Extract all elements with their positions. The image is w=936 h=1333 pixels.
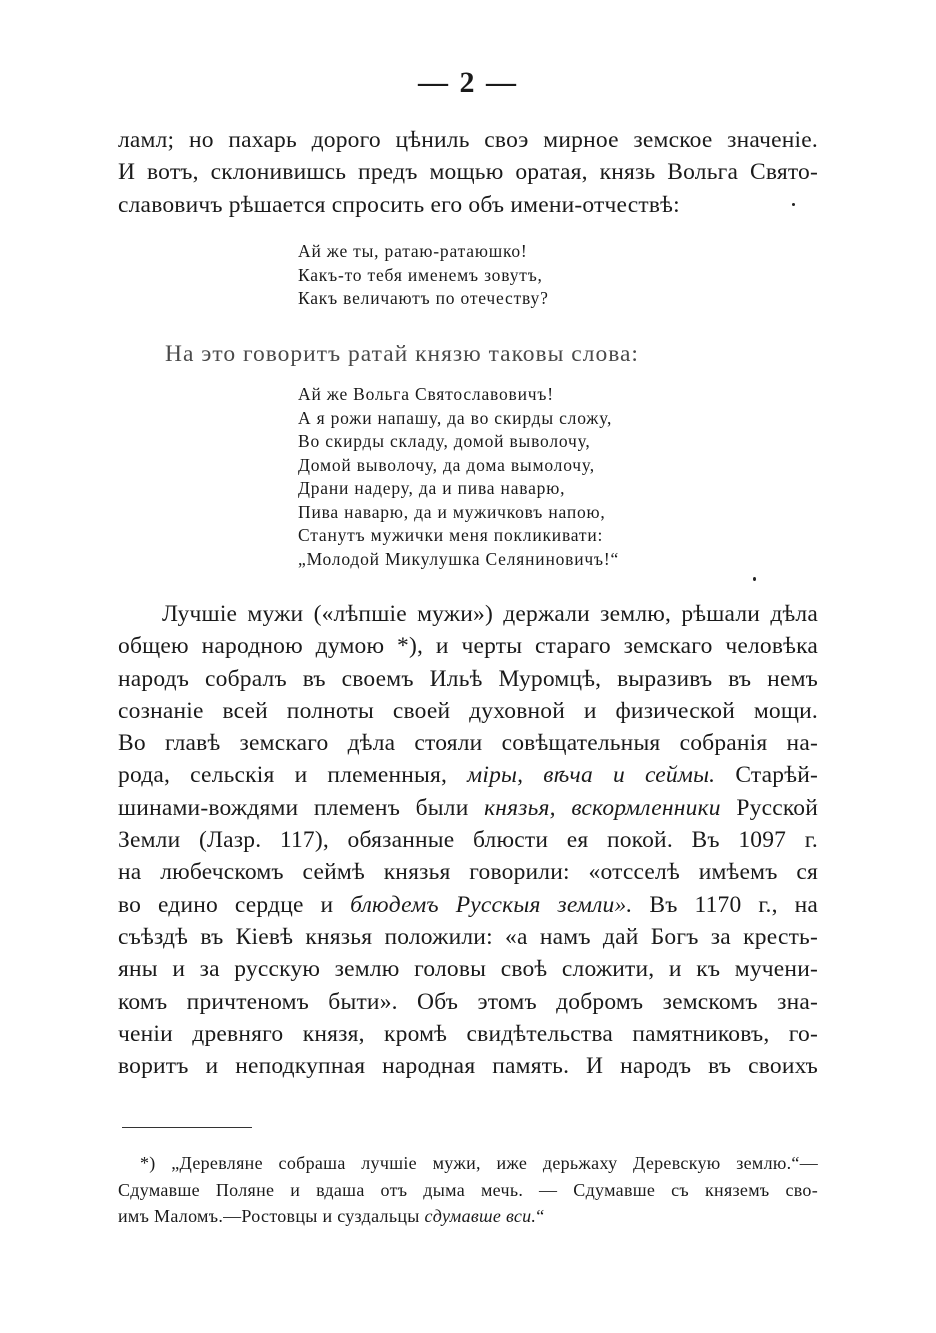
text-line: Во главѣ земскаго дѣла стояли совѣщательныя собранія на- [118,730,818,757]
text-line: ламл; но пахарь дорого цѣниль своэ мирное земское значеніе. [118,127,818,153]
text-line [118,792,818,824]
verse-line: Драни надеру, да и пива наварю, [298,478,566,498]
verse-line: Станутъ мужички меня покликивати: [298,525,604,545]
verse-2 [298,383,619,571]
verse-line: Ай же ты, ратаю-ратаюшко! [298,241,528,261]
italic-run: блюдемъ Русскыя земли». [350,891,633,918]
text-line: комъ причтеномъ быти». Объ этомъ добромъ земскомъ зна- [118,988,818,1015]
verse-line: Какъ-то тебя именемъ зовутъ, [298,264,543,285]
footnote-line: Сдумавше Поляне и вдаша отъ дыма мечь. — Сдумавше съ княземъ сво- [118,1179,818,1200]
verse-line: „Молодой Микулушка Селяниновичъ!“ [298,548,620,569]
text-line: народъ собралъ въ своемъ Ильѣ Муромцѣ, выразивъ въ немъ [118,665,818,692]
text-line: общею народною думою *), и черты стараго земскаго человѣка [118,633,818,660]
page-number: — 2 — [418,66,518,99]
verse-line: Пива наварю, да и мужичковъ напою, [298,501,606,522]
text-line: Лучшіе мужи («лѣпшіе мужи») держали землю, рѣшали дѣла [162,601,818,627]
verse-line: Домой выволочу, да дома вымолочу, [298,454,595,475]
verse-line: Во скирды складу, домой выволочу, [298,431,591,451]
text-line [118,889,818,921]
text-run: Старѣй- [735,762,818,789]
verse-line: А я рожи напашу, да во скирды сложу, [298,407,613,428]
verse-line: Какъ величаютъ по отечеству? [298,288,549,308]
text-line: ченіи древняго князя, кромѣ свидѣтельства памятниковъ, го- [118,1020,818,1047]
text-line: съѣздѣ въ Кіевѣ князья положили: «а намъ дай Богъ за кресть- [118,923,818,950]
text-line: славовичъ рѣшается спросить его объ имени-отчествѣ: [118,191,680,218]
text-run: рода, сельскія и племенныя, [118,762,448,789]
text-line: Земли (Лазр. 117), обязанные блюсти ея покой. Въ 1097 г. [118,827,818,854]
text-line [118,759,818,791]
text-run: Русской [736,794,818,821]
text-line: на любечскомъ сеймѣ князья говорили: «отсселѣ имѣемъ ся [118,859,818,886]
paragraph-1 [118,124,818,221]
verse-line: Ай же Вольга Святославовичъ! [298,384,554,404]
text-line: яны и за русскую землю головы своѣ сложити, и къ мучени- [118,956,818,983]
text-line: И вотъ, склонивишсь предъ мощью оратая, князь Вольга Свято- [118,159,818,186]
text-run: Въ 1170 г., на [649,891,818,918]
footnote [118,1150,818,1230]
print-speck [792,203,795,206]
text-run: во едино сердце и [118,891,334,918]
italic-run: міры, вѣча и сеймы. [467,762,716,789]
verse-intro: На это говоритъ ратай князю таковы слова: [165,341,639,367]
print-speck [753,577,756,581]
paragraph-2 [118,598,818,1082]
footnote-line: *) „Деревляне собраша лучшіе мужи, иже дерьжаху Деревскую землю.“— [140,1153,818,1173]
text-run: имъ Маломъ.—Ростовцы и суздальцы [118,1206,420,1226]
text-line: воритъ и неподкупная народная память. И народъ въ своихъ [118,1053,818,1080]
text-run: шинами-вождями племенъ были [118,794,469,821]
text-run: “ [536,1206,545,1226]
italic-run: князья, вскормленники [484,794,721,821]
italic-run: сдумавше вси. [424,1206,537,1226]
footnote-line [118,1203,818,1230]
footnote-separator [122,1127,252,1128]
text-line: сознаніе всей полноты своей духовной и физической мощи. [118,697,818,724]
verse-1 [298,240,549,311]
